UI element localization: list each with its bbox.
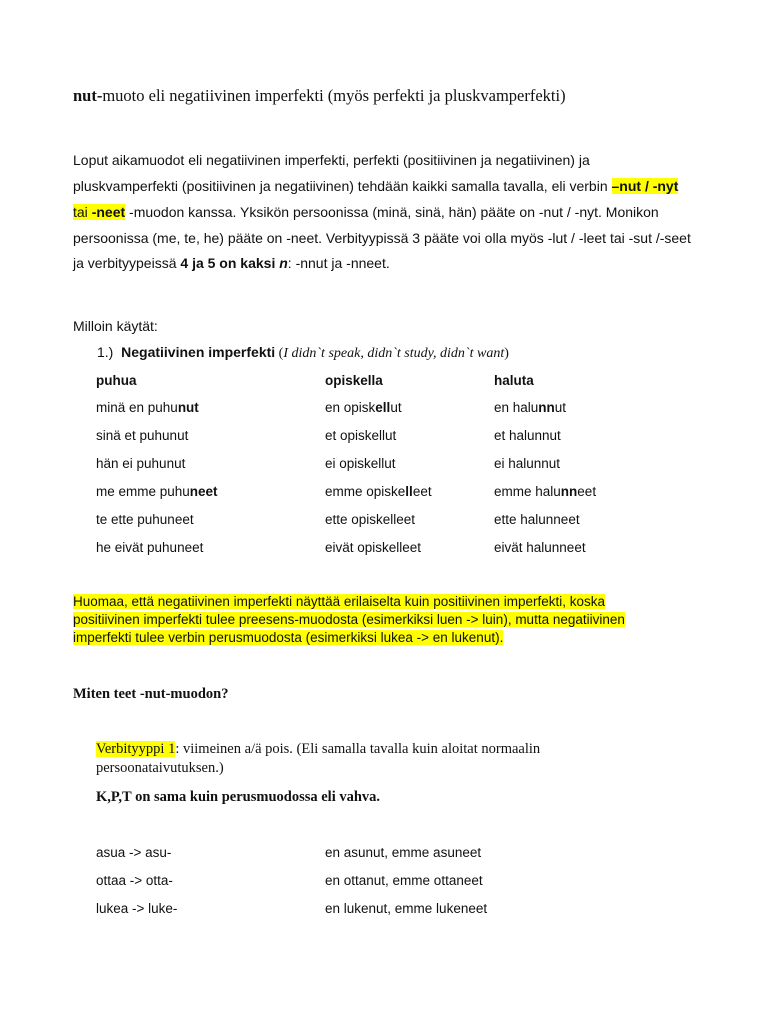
table-cell: me emme puhuneet (96, 484, 218, 499)
intro-line-3-text: -muodon kanssa. Yksikön persoonissa (minä, sinä, hän) pääte on -nut / -nyt. Monikon (125, 204, 659, 220)
intro-line-2-text: pluskvamperfekti (positiivinen ja negatiivinen) tehdään kaikki samalla tavalla, eli verbin (73, 178, 612, 194)
table-cell: ette halunneet (494, 512, 580, 527)
intro-line-5-c: n (279, 255, 288, 271)
table-cell: et opiskellut (325, 428, 397, 443)
table-cell: eivät opiskelleet (325, 540, 422, 555)
example-forms: en asunut, emme asuneet (325, 845, 482, 860)
example-forms: en ottanut, emme ottaneet (325, 873, 483, 888)
table-cell: he eivät puhuneet (96, 540, 204, 555)
intro-line-5-a: ja verbityypeissä (73, 255, 181, 271)
table-cell: ette opiskelleet (325, 512, 416, 527)
table-cell: et halunnut (494, 428, 561, 443)
table-cell: ei opiskellut (325, 456, 396, 471)
section-1-label: Negatiivinen imperfekti (121, 344, 276, 360)
intro-line-5-d: : -nnut ja -nneet. (287, 255, 390, 271)
milloin-label: Milloin käytät: (73, 318, 158, 334)
example-forms: en lukenut, emme lukeneet (325, 901, 488, 916)
verbityyppi-1-label: Verbityyppi 1 (96, 741, 176, 757)
kpt-note: K,P,T on sama kuin perusmuodossa eli vahva. (96, 789, 381, 805)
example-verb-stem: ottaa -> otta- (96, 873, 173, 888)
table-header-opiskella: opiskella (325, 373, 383, 388)
note-line-1: Huomaa, että negatiivinen imperfekti näyttää erilaiselta kuin positiivinen imperfekti, koska (73, 594, 606, 609)
how-heading: Miten teet -nut-muodon? (73, 686, 229, 702)
table-cell: en opiskellut (325, 400, 402, 415)
table-cell: en halunnut (494, 400, 567, 415)
table-cell: minä en puhunut (96, 400, 199, 415)
intro-line-5-b: 4 ja 5 on kaksi (180, 255, 280, 271)
example-verb-stem: lukea -> luke- (96, 901, 178, 916)
ending-highlight-1: –nut / -nyt (611, 178, 679, 194)
section-1-heading: 1.) Negatiivinen imperfekti (I didn`t speak, didn`t study, didn`t want) (97, 344, 509, 361)
section-1-number: 1.) (97, 344, 114, 360)
verbityyppi-1-text: : viimeinen a/ä pois. (Eli samalla tavalla kuin aloitat normaalin (175, 741, 541, 757)
note-line-2: positiivinen imperfekti tulee preesens-muodosta (esimerkiksi luen -> luin), mutta negatiivinen (73, 612, 625, 627)
table-cell: hän ei puhunut (96, 456, 186, 471)
table-cell: eivät halunneet (494, 540, 586, 555)
title-bold: nut- (73, 86, 103, 105)
table-cell: sinä et puhunut (96, 428, 189, 443)
example-verb-stem: asua -> asu- (96, 845, 172, 860)
note-block (73, 593, 625, 647)
table-cell: emme opiskelleet (325, 484, 432, 499)
intro-line-1: Loput aikamuodot eli negatiivinen imperfekti, perfekti (positiivinen ja negatiivinen) ja (73, 152, 590, 168)
table-cell: emme halunneet (494, 484, 597, 499)
intro-line-4: persoonissa (me, te, he) pääte on -neet. Verbityypissä 3 pääte voi olla myös -lut / -leet tai -sut /-seet (73, 230, 691, 246)
table-cell: te ette puhuneet (96, 512, 194, 527)
note-line-3: imperfekti tulee verbin perusmuodosta (esimerkiksi lukea -> en lukenut). (73, 630, 504, 645)
intro-line-5 (73, 255, 390, 271)
ending-highlight-2b: -neet (91, 204, 126, 220)
table-header-puhua: puhua (96, 373, 137, 388)
table-header-haluta: haluta (494, 373, 534, 388)
intro-line-2 (73, 178, 678, 194)
section-1-examples: I didn`t speak, didn`t study, didn`t want (283, 346, 505, 361)
page-title (73, 86, 566, 106)
table-cell: ei halunnut (494, 456, 561, 471)
ending-highlight-2a: tai (73, 204, 92, 220)
verbityyppi-1-line (96, 741, 540, 758)
title-rest: muoto eli negatiivinen imperfekti (myös perfekti ja pluskvamperfekti) (102, 86, 566, 105)
intro-line-3 (73, 204, 659, 220)
verbityyppi-1-text-2: persoonataivutuksen.) (96, 760, 224, 776)
